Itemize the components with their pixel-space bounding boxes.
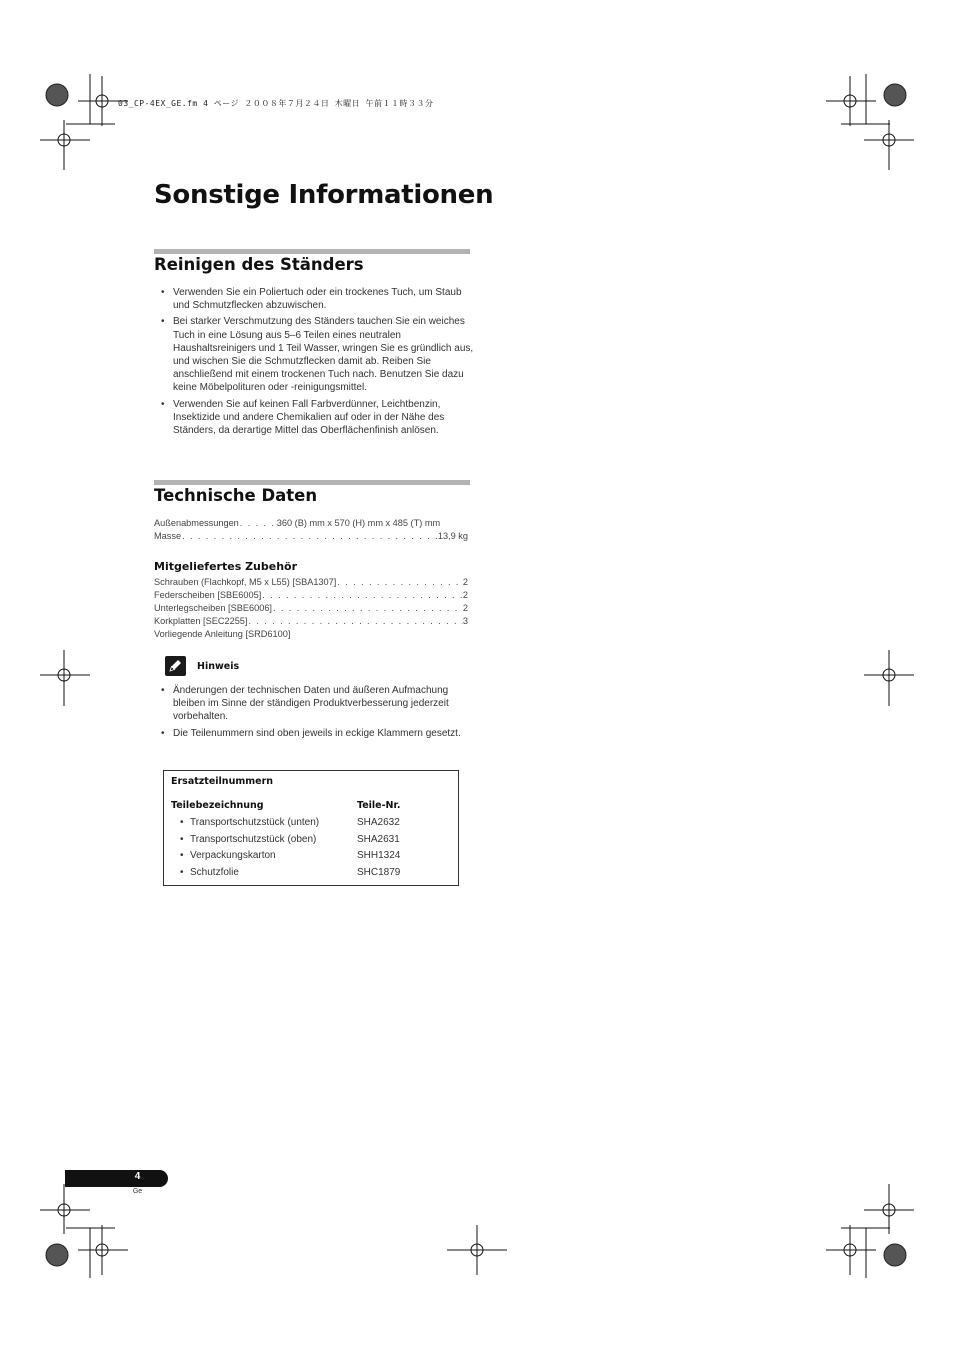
spec-table bbox=[154, 517, 468, 543]
accessory-row: Unterlegscheiben [SBE6006] . . . 2 bbox=[154, 602, 468, 615]
spec-value: 13,9 kg bbox=[437, 531, 468, 541]
spec-value: 360 (B) mm x 570 (H) mm x 485 (T) mm bbox=[276, 518, 441, 528]
page-language: Ge bbox=[132, 1188, 143, 1195]
parts-col-number-header: Teile-Nr. bbox=[357, 800, 401, 811]
section-divider bbox=[154, 480, 470, 485]
table-row: • Verpackungskarton SHH1324 bbox=[164, 850, 458, 864]
list-item: • Bei starker Verschmutzung des Ständers tauchen Sie ein weiches Tuch in eine Lösung aus 5–6 Teilen eines neutralen Haushaltsreinigers und 1 Teil Wasser, wringen Sie es gründlich aus, und wischen Sie die Schmutzflecken damit ab. Reiben Sie anschließend mit einem trockenen Tuch nach. Benutzen Sie dazu keine Möbelpolituren oder -reinigungsmittel. bbox=[154, 315, 474, 394]
accessories-heading: Mitgeliefertes Zubehör bbox=[154, 560, 298, 573]
accessories-table bbox=[154, 576, 468, 641]
section-heading-cleaning: Reinigen des Ständers bbox=[154, 255, 364, 274]
spec-row bbox=[154, 530, 468, 543]
table-row: • Schutzfolie SHC1879 bbox=[164, 867, 458, 881]
note-label: Hinweis bbox=[197, 661, 240, 672]
file-header-line: 03_CP-4EX_GE.fm 4 ページ ２００８年７月２４日 木曜日 午前１１時３３分 bbox=[118, 99, 434, 108]
list-item: • Verwenden Sie auf keinen Fall Farbverdünner, Leichtbenzin, Insektizide und andere Chemikalien auf oder in der Nähe des Ständers, da derartige Mittel das Oberflächenfinish anlösen. bbox=[154, 398, 474, 438]
spec-label: Außenabmessungen bbox=[154, 518, 239, 528]
section-heading-specs: Technische Daten bbox=[154, 486, 318, 505]
page-number: 4 bbox=[134, 1171, 141, 1182]
replacement-parts-box bbox=[163, 770, 459, 886]
list-item: • Die Teilenummern sind oben jeweils in eckige Klammern gesetzt. bbox=[154, 727, 474, 740]
page-title: Sonstige Informationen bbox=[154, 180, 494, 210]
spec-row bbox=[154, 517, 468, 530]
parts-col-name-header: Teilebezeichnung bbox=[171, 800, 264, 811]
accessory-row: Schrauben (Flachkopf, M5 x L55) [SBA1307] . . . 2 bbox=[154, 576, 468, 589]
cleaning-list bbox=[154, 286, 474, 440]
table-row: • Transportschutzstück (oben) SHA2631 bbox=[164, 834, 458, 848]
parts-box-title: Ersatzteilnummern bbox=[171, 776, 274, 787]
list-item: • Änderungen der technischen Daten und äußeren Aufmachung bleiben im Sinne der ständigen Produktverbesserung jederzeit vorbehalten. bbox=[154, 684, 474, 724]
accessory-row: Federscheiben [SBE6005] . . . 2 bbox=[154, 589, 468, 602]
accessory-row: Korkplatten [SEC2255] . . . 3 bbox=[154, 615, 468, 628]
section-divider bbox=[154, 249, 470, 254]
note-list bbox=[154, 684, 474, 743]
table-row: • Transportschutzstück (unten) SHA2632 bbox=[164, 817, 458, 831]
pencil-note-icon bbox=[165, 656, 186, 676]
spec-label: Masse bbox=[154, 531, 182, 541]
list-item: • Verwenden Sie ein Poliertuch oder ein trockenes Tuch, um Staub und Schmutzflecken abzuwischen. bbox=[154, 286, 474, 312]
accessory-row: Vorliegende Anleitung [SRD6100] bbox=[154, 629, 291, 639]
